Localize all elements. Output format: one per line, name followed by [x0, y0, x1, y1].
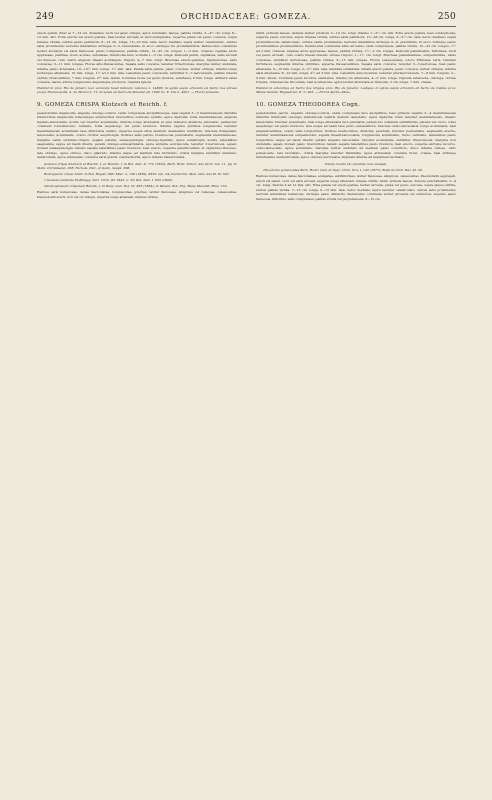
- left-intro-paragraph: erecto-patuli, inter se 7—12 cm. distantes, recti vel paulo obliqui, apice rotundati, laeves, pallide viridis, 3—4½ cm. longi, 8—12 mm. lati. Folia erecta vel erecto-patula, basi leviter arcuata et subconduplicata, superne plana vel paulo convexa, supra intense viridia, subtus paulo pallidiora, 8—13 cm. longa, 15—23 mm. lata; nervo mediano supra leviter canaliculato, subtus satis prominente; nervulis lateralibus utrinque 3—5, tenuissimis, in sicco utrinque vix prominentibus. Pedunculus communis leviter arcuatus vel satis flexuosus, paulo compressus, pallide viridis, 15—25 cm. longus, 1—2 mm. crassus; vaginae arcte appressae, pallidae, dorso acutae, subulatae; internodia fere; scutella 1—3 cm. longa. Pedicelli patuli, capillares, satis arcuati vel flexuosi, cum ovario angusto lineari acutangulo trigono 4—7 mm. longi. Bracteae erecto-patulae, rigidiusculae, satis concavae, 3—11 mm. longae. Flores albo-flavescentes. Sepala satis concava, tenuiter trinervulosa, margine leviter undulata, inferne paulo attenuata, 10—10½ mm. longa, 1½ mm. lata. Petala satis patula, paulo concava, leviter obliqua, inferne longe leviterque attenuata, 10 mm. longa, 1¾ ad 2 mm. lata. Labellum paulo concavum, subtiliter 5—7-nervulosum, pallide luteum carinis virescentibus, 7 mm. longum, 2½ mm. latum. Columna recta vel paulo incurva, semiteres, 6 mm. longa. Anthera valde convexa, laevis, antice longiuscule angustaque producta. Capsula ignota.: [37, 31, 237, 84]
- species-description-gomeza-crispa: pseudobulbis majusculis, anguste oblongo-conicis, valde compressis ancipitibusque, basi vaginis 3—5 membranaceis distichis interioribus majusculis foliaceisque exterioribus brevioribus scariosis vestitis, apice diphyllis; foliis membranaceis, anguste ligulato-lanceolatis, acutis vel breviter acuminatis, inferne longe attenuatis et plus minusve distincte petiolatis; pedunculo communi robustiusculo, nutante, foliis aequilongo vel paulo breviore, inferne vaginis pluribus longiusculis tenuiter membranaceis acuminatis laxe imbricatis vestito, superne usque ultra medium densissime multiflore; bracteis triangulari-lanceolatis, acuminatis, ovario circiter aequilongis; floribus satis parvis, breviuscule pedicellatis, segmentis membranaceis, margine valde undulato-crispis; sepalis patulis, subaequilongis, oblongo-ligulatis, apice subabrupte acutis, lateralibus saepissime usque ad basin liberis; petalis oblongo-subspathulatis, apice abrupte acutiusculis, tenuiter 3-nervulosis, sepalo dorsali subaequilongis; labello sepalis lateralibus paulo breviore, basi erecto, superne patenti-reflexo et sigmoideo-flexuoso, late oblongo, apice obtuso, disco glabrato, inferne usque ad medium late bicristato, cristis margine subtiliter undulato-denticulatis, apice attenuatis; columna satis gracili, subclaviformi, apice minute bisauriculata.: [37, 110, 237, 160]
- page-header: [36, 12, 456, 22]
- page-number-left: 249: [36, 12, 55, 22]
- synonym-entry: Rodriguezia crispa Lindl. in Bot. Regist. XXV. Misc. n. 139 (1839), XXVI. tab. 54; Duchartre, Man. Gén. des Pl. IV. 522.: [44, 172, 230, 177]
- right-habitat-paragraph: Habitat in arboribus ad Serra dos Orgãos prov. Rio de Janeiro: Lodiges; in sylvis supra arborem ad Serra de Caldas prov. Minas Geraës: Regnell ser. II. n. 263. — Floret Aprili—Maio.: [256, 85, 456, 95]
- left-habitat-paragraph: Habitat in prov. Rio de Janeiro loco accurate haud indicato: Glaziou n. 14805; in sylvis supra arborem ad Serra dos Arraes prope Theresopolis: A. de Moura n. 71; in sylvis ad Serra da Macahé alt. 1000 m.: E. Ule n. 4951. — Floret Januario.: [37, 85, 237, 95]
- page-number-right: 250: [437, 12, 456, 22]
- species-heading-gomeza-theodorea: 10. GOMEZA THEODOREA Cogn.: [256, 101, 361, 108]
- right-closing-paragraph: Radices numerosae, dense fasciculatae, elongatae, subfiliformes, leviter flexuosae, simplices, canescentes. Pseudobulbi aggregati, erecti vel patuli, recti vel satis arcuati, superne longe attenuati, intense viridis, nitidi, primum laeves, demum punctatissimi, 2—4 cm. longi, inferne 6 ad 12 mm. lati. Folia patula vel erecto-patula, leviter arcuata, plana vel paulo concava, supra glauco-viridia, subtus pallide viridia, 7—15 cm. longa, 6—13 mm. lata; nervo mediano supra tenuiter canaliculato, subtus satis prominente; nervulis lateralibus numerosis, utrinque paulo distinctis. Pedunculus communis leviter arcuatus vel subrectus, superne paulo flexuosus, filiformis, satis compressus, pallide viridis vel purpurascens, 8—15 cm.: [256, 174, 456, 201]
- species-heading-gomeza-crispa: 9. GOMEZA CRISPA Klotzsch et Reichb. f.: [37, 101, 169, 108]
- left-closing-paragraph: Radices satis numerosae, dense fasciculatae, longiusculae, graciles, leviter flexuosae, simplices vel ramosae, canescentes. Pseudobulbi erecti, non vel vix obliqui, superne longe attenuati, intense virides,: [37, 190, 237, 199]
- right-column: [256, 31, 456, 651]
- synonym-entry: ? Gomeza undulata Hoffmsgg. Verz. Orch. für 1843. p. 53; Bot. Zeit. I. 833 (1843).: [44, 178, 174, 183]
- species-description-gomeza-theodorea: pseudobulbis parvis, anguste oblongo-conicis, valde compressis fere ancipitibus, basi primum vaginis 3—4 membranaceis distichis imbricatis oblongis subfoliaceis vestitis demum denudatis, apice diphyllis; foliis tenuiter membranaceis, lineari-lanceolatis, breviter acuminatis, basi longe attenuatis fere petiolatis; pedunculo communi subfiliformi, patenti vel curvo, foliis aequilongo vel paulo breviore, fere usque ad basin laxe pluri—subsexiflore; bracteis ovato-lanceolatis, longe acuminatis, basi amplexicaulibus, ovario satis longioribus; floribus mediocribus, distichis, pendulis, breviter pedicellatis, segmentis erectis, tenuiter membranaceis subpellucidis; sepalis lineari-lanceolatis, longiuscule acuminatis, dorso carinatis, lateralibus paulo longioribus usque ad basin liberis; petalis anguste lanceolatis, breviter acuminatis, subtiliter trinervulosis, margine non undulatis, sepalo dorsali paulo brevioribus; labello sepalis lateralibus paulo breviore, basi erecto, superne abrupte recurvo, ovato-lanceolato, apice acuminato, margine leviter undulato ad medium paulo constricto, disco inferne calloso, callo pubescente, late bicristato, cristis margine breviter fimbriatis, apice attenuatis; columna brevi, crassa, basi utrinque minutissime unidenticulata, apice obscure auriculata; stigmate inferne ad marginem laciniato.: [256, 110, 456, 160]
- tabula-reference: Tabula nostra LV. (habitus cum analysi).: [324, 161, 388, 166]
- synonym-entry: Theodorea gomezoides Barb. Rodr.! Gen. et Spec. Orch. Nov. I. 145 (1877); Rolfe in Orch. Rev. XI. 20.: [263, 168, 423, 173]
- synonym-entry: Gomeza crispa Klotzsch et Reichb. f. ex Reichb. f. in Bot. Zeit. X. 772 (1852); Barb. Rodr. Struct. des Orch. tab. 11. fig. 6; Stein, Orchideenb. 258; Nichols. Dict. of Gard., Suppl. 398.: [37, 161, 237, 171]
- header-rule: [36, 26, 456, 27]
- right-intro-paragraph: nitidi, primum laeves, demum leviter plicatuli, 5—10 cm. longi, inferne 1—2½ cm. lati. Folia erecto-patula, basi conduplicata, superne paulo concava, supra intense viridia, subtus satis pallidiora, 15—28 cm. longa, 3—3½ cm. lata; nervo mediano supra profundiuscule canaliculato, subtus valde prominente; nervulis lateralibus utrinque 4—6, gracillimis, in sicco utrinque paulo prominentibus prominentibus. Pedunculus communis satis arcuatus, satis compressus, pallide viridis, 15—22 cm. longus, 1½ ad 3 mm. crassus; vaginae arcte appressae, laeves, pallide virides, 1½—2 cm. longae. Pedicelli patentissimi, filiformes, recti vel paulo arcuati, cum ovario lineari-clavato obtuse trigono 1—1½ cm. longi. Bracteae patentissimae, subpellucidae, valde concavae, subtiliter nervulosae, pallide virides, 8—15 mm. longae. Flores suaveolentes, odore Primulae veris, tenuiter furfuracei, segmentis inferne viridibus, superne flavescentibus. Sepala satis concava, tenuiter 3—5-nervulosa, basi paulo attenuata, 9—10 mm. longa, 2—2½ mm. lata, lateralia subfalcata. Petala erecto-patula, paulo concava, leviter obliqua, inferne satis attenuata, 8—10 mm. longa, 2½ ad 3 mm. lata. Labellum subconcavum, tenuiter plurinervulosum, 7—8 mm. longum, 3—4 mm. latum. Columna paulo incurva, semiteres, inferne vix attenuata, 4—5 mm. longa. Capsula suberecta, oblonga, obtuse trigona, crassiuscule tricostata, basi acutiuscula, apice leviter attenuata et truncata, 3 cm. longa, 7 mm. crassa.: [256, 31, 456, 84]
- running-title: ORCHIDACEAE: GOMEZA.: [180, 12, 312, 21]
- synonym-entry: Odontoglossum crispulum Reichb. f. in Walp. Ann. Bot. VI. 853 (1864), in Wawra, Bot. Erg. Reise Maximil. Bras. 155.: [44, 184, 228, 189]
- left-column: [37, 31, 237, 789]
